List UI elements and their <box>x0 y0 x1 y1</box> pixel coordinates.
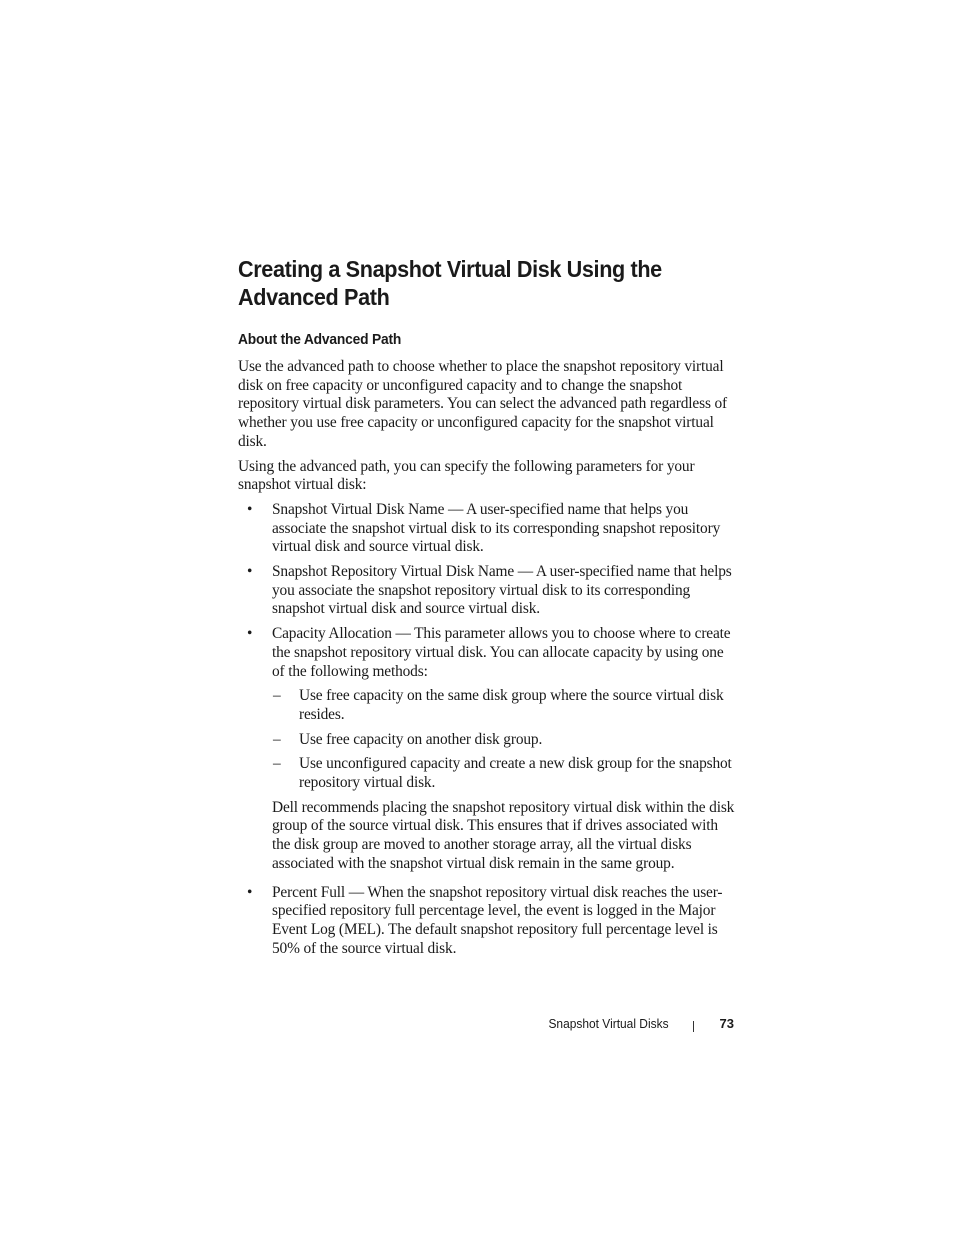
term-snapshot-repository-virtual-disk-name: Snapshot Repository Virtual Disk Name <box>272 563 515 581</box>
list-item <box>272 687 738 724</box>
bullet-icon: • <box>247 500 253 518</box>
intro-paragraph: Use the advanced path to choose whether to place the snapshot repository virtual disk on free capacity or unconfigured capacity and to change the snapshot repository virtual disk parameters. You can select the advanced path regardless of whether you use free capacity or unconfigured capacity for the snapshot virtual disk. <box>238 358 728 450</box>
parameters-paragraph: Using the advanced path, you can specify the following parameters for your snapshot virtual disk: <box>238 457 695 494</box>
page-footer <box>538 1016 734 1032</box>
bullet-icon: • <box>247 883 253 901</box>
bullet-icon: • <box>247 625 253 643</box>
bullet-icon: • <box>247 563 253 581</box>
list-item <box>272 731 738 750</box>
footer-chapter-name: Snapshot Virtual Disks <box>548 1016 669 1031</box>
method-text: Use free capacity on the same disk group where the source virtual disk resides. <box>299 687 724 723</box>
dash-icon: – <box>273 687 281 705</box>
dash-icon: – <box>273 730 281 748</box>
method-text: Use unconfigured capacity and create a new disk group for the snapshot repository virtual disk. <box>299 755 732 792</box>
term-capacity-allocation: Capacity Allocation <box>272 625 392 643</box>
chapter-title: Creating a Snapshot Virtual Disk Using the Advanced Path <box>238 256 662 310</box>
allocation-methods-list <box>272 687 738 793</box>
dash-icon: – <box>273 755 281 773</box>
term-description: — This parameter allows you to choose where to create the snapshot repository virtual disk. You can allocate capacity by using one of the following methods: <box>272 625 731 680</box>
method-text: Use free capacity on another disk group. <box>299 730 543 748</box>
term-description: — A user-specified name that helps you associate the snapshot repository virtual disk to its corresponding snapshot virtual disk and source virtual disk. <box>272 563 732 618</box>
page-number: 73 <box>719 1016 734 1031</box>
list-item <box>272 755 738 792</box>
recommendation-note: Dell recommends placing the snapshot repository virtual disk within the disk group of the source virtual disk. This ensures that if drives associated with the disk group are moved to another storage array, all the virtual disks associated with the snapshot virtual disk remain in the same group. <box>272 798 735 872</box>
term-description: — A user-specified name that helps you associate the snapshot virtual disk to its corresponding snapshot repository virtual disk and source virtual disk. <box>272 500 721 556</box>
term-description: — When the snapshot repository virtual disk reaches the user-specified repository full percentage level, the event is logged in the Major Event Log (MEL). The default snapshot repository full percentage level is 50% of the source virtual disk. <box>272 883 723 957</box>
term-snapshot-virtual-disk-name: Snapshot Virtual Disk Name <box>272 500 445 518</box>
footer-separator <box>693 1021 694 1032</box>
list-item <box>238 501 738 557</box>
page-content <box>238 255 738 964</box>
list-item <box>238 563 738 619</box>
term-percent-full: Percent Full <box>272 883 346 901</box>
parameter-list <box>238 501 738 958</box>
list-item <box>238 625 738 873</box>
section-title: About the Advanced Path <box>238 331 402 348</box>
list-item <box>238 884 738 959</box>
